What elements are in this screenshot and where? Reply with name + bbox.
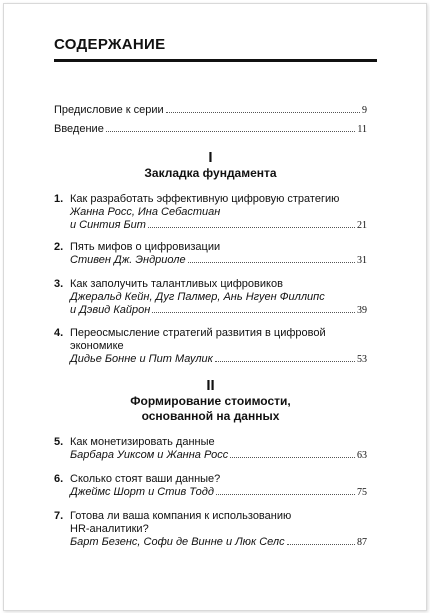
chapter-title: Готова ли ваша компания к использованию	[70, 510, 292, 522]
part-title: Формирование стоимости,	[130, 394, 291, 408]
toc-page-number: 31	[357, 255, 367, 266]
dot-leader	[287, 544, 355, 545]
toc-chapter-6[interactable]	[54, 473, 367, 499]
toc-chapter-7[interactable]	[54, 510, 367, 549]
dot-leader	[230, 457, 355, 458]
chapter-authors: Джеральд Кейн, Дуг Палмер, Ань Нгуен Филлипс	[70, 291, 325, 303]
toc-page-number: 87	[357, 537, 367, 548]
chapter-title: Пять мифов о цифровизации	[70, 241, 221, 253]
dot-leader	[106, 131, 356, 132]
chapter-number: 1.	[54, 193, 64, 205]
toc-chapter-4[interactable]	[54, 327, 367, 366]
toc-entry-label: Введение	[54, 123, 104, 135]
toc-entry-introduction[interactable]	[54, 123, 367, 136]
part-heading-2	[54, 378, 367, 424]
dot-leader	[188, 262, 355, 263]
part-heading-1	[54, 150, 367, 181]
page-title: СОДЕРЖАНИЕ	[54, 20, 377, 62]
toc-chapter-1[interactable]	[54, 193, 367, 232]
chapter-number: 3.	[54, 278, 64, 290]
chapter-authors: Барбара Уиксом и Жанна Росс	[70, 449, 229, 461]
toc-page-number: 11	[357, 124, 367, 135]
toc-chapter-3[interactable]	[54, 278, 367, 317]
part-numeral: II	[206, 377, 215, 394]
toc-entry-label: Предисловие к серии	[54, 104, 164, 116]
toc-page-number: 75	[357, 487, 367, 498]
chapter-authors: Жанна Росс, Ина Себастиан	[70, 206, 221, 218]
chapter-title: Как заполучить талантливых цифровиков	[70, 278, 283, 290]
chapter-number: 4.	[54, 327, 64, 339]
chapter-authors: Джеймс Шорт и Стив Тодд	[70, 486, 214, 498]
dot-leader	[215, 361, 355, 362]
chapter-title: Как монетизировать данные	[70, 436, 215, 448]
toc-page-number: 21	[357, 220, 367, 231]
chapter-authors: Стивен Дж. Эндриоле	[70, 254, 186, 266]
chapter-authors: и Синтия Бит	[70, 219, 146, 231]
toc-page-number: 9	[362, 105, 367, 116]
chapter-title: экономике	[70, 340, 124, 352]
chapter-number: 6.	[54, 473, 64, 485]
toc-chapter-5[interactable]	[54, 436, 367, 462]
dot-leader	[152, 312, 355, 313]
part-title: основанной на данных	[141, 409, 280, 423]
chapter-authors: Барт Безенс, Софи де Винне и Люк Селс	[70, 536, 285, 548]
dot-leader	[216, 494, 355, 495]
chapter-title: Сколько стоят ваши данные?	[70, 473, 221, 485]
toc-chapter-2[interactable]	[54, 241, 367, 267]
chapter-number: 5.	[54, 436, 64, 448]
chapter-title: HR-аналитики?	[70, 523, 149, 535]
toc-page-number: 39	[357, 305, 367, 316]
toc-page-number: 63	[357, 450, 367, 461]
part-title: Закладка фундамента	[144, 166, 277, 180]
chapter-title: Переосмысление стратегий развития в цифровой	[70, 327, 326, 339]
toc-page-number: 53	[357, 354, 367, 365]
dot-leader	[148, 227, 355, 228]
toc-entry-preface[interactable]	[54, 104, 367, 117]
chapter-authors: и Дэвид Кайрон	[70, 304, 151, 316]
chapter-number: 2.	[54, 241, 64, 253]
part-numeral: I	[208, 149, 213, 166]
chapter-authors: Дидье Бонне и Пит Маулик	[70, 353, 213, 365]
chapter-number: 7.	[54, 510, 64, 522]
chapter-title: Как разработать эффективную цифровую стратегию	[70, 193, 340, 205]
dot-leader	[166, 112, 360, 113]
